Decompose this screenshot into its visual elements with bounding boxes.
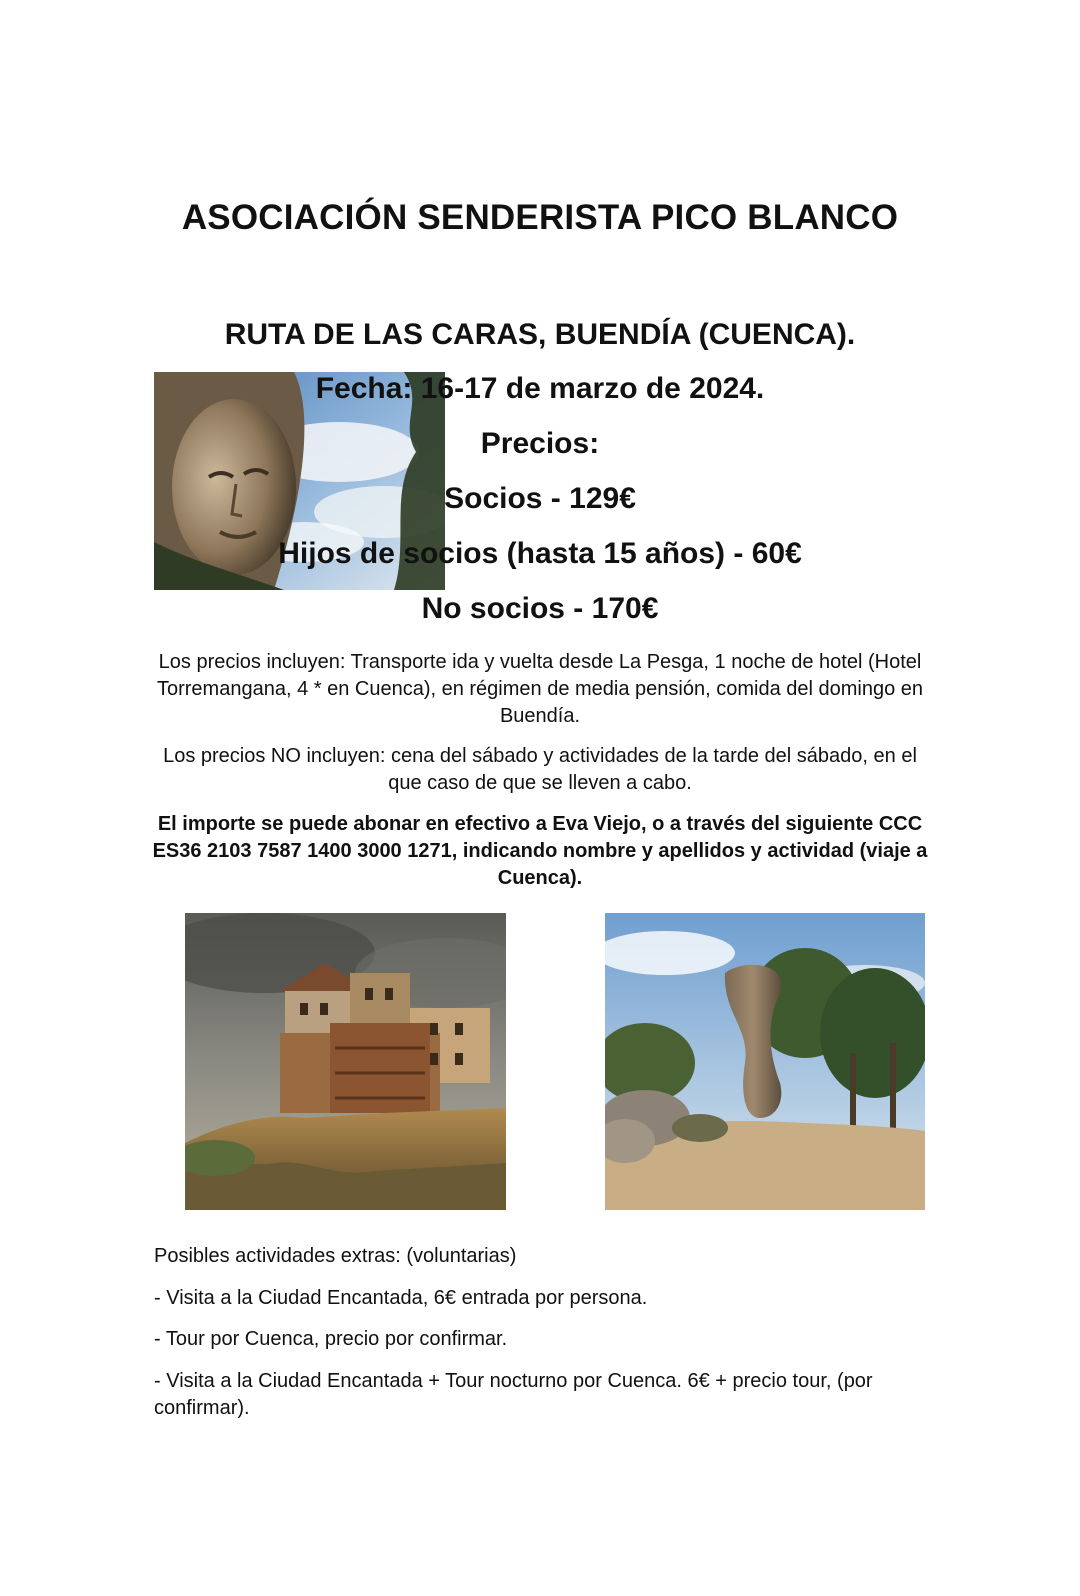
excludes-paragraph: Los precios NO incluyen: cena del sábado y actividades de la tarde del sábado, en el que caso de que se lleven a cabo. — [163, 745, 917, 794]
extras-heading: Posibles actividades extras: (voluntarias) — [154, 1245, 517, 1267]
ciudad-encantada-photo — [605, 913, 925, 1210]
hanging-houses-photo — [185, 913, 506, 1210]
extra-item: - Visita a la Ciudad Encantada + Tour nocturno por Cuenca. 6€ + precio tour, (por confirmar). — [154, 1370, 873, 1419]
price-members: Socios - 129€ — [444, 482, 636, 515]
prices-heading: Precios: — [480, 427, 600, 460]
extra-item: - Visita a la Ciudad Encantada, 6€ entrada por persona. — [154, 1287, 648, 1309]
extra-item: - Tour por Cuenca, precio por confirmar. — [154, 1328, 508, 1350]
organization-title: ASOCIACIÓN SENDERISTA PICO BLANCO — [181, 198, 899, 237]
route-title: RUTA DE LAS CARAS, BUENDÍA (CUENCA). — [224, 318, 856, 351]
event-date: Fecha: 16-17 de marzo de 2024. — [315, 372, 765, 405]
price-children: Hijos de socios (hasta 15 años) - 60€ — [278, 537, 802, 570]
payment-paragraph: El importe se puede abonar en efectivo a Eva Viejo, o a través del siguiente CCC ES36 2103 7587 1400 3000 1271, indicando nombre y apellidos y actividad (viaje a Cuenca). — [152, 813, 928, 889]
price-non-members: No socios - 170€ — [421, 592, 659, 625]
includes-paragraph: Los precios incluyen: Transporte ida y vuelta desde La Pesga, 1 noche de hotel (Hotel Torremangana, 4 * en Cuenca), en régimen de media pensión, comida del domingo en Buendía. — [156, 651, 924, 727]
